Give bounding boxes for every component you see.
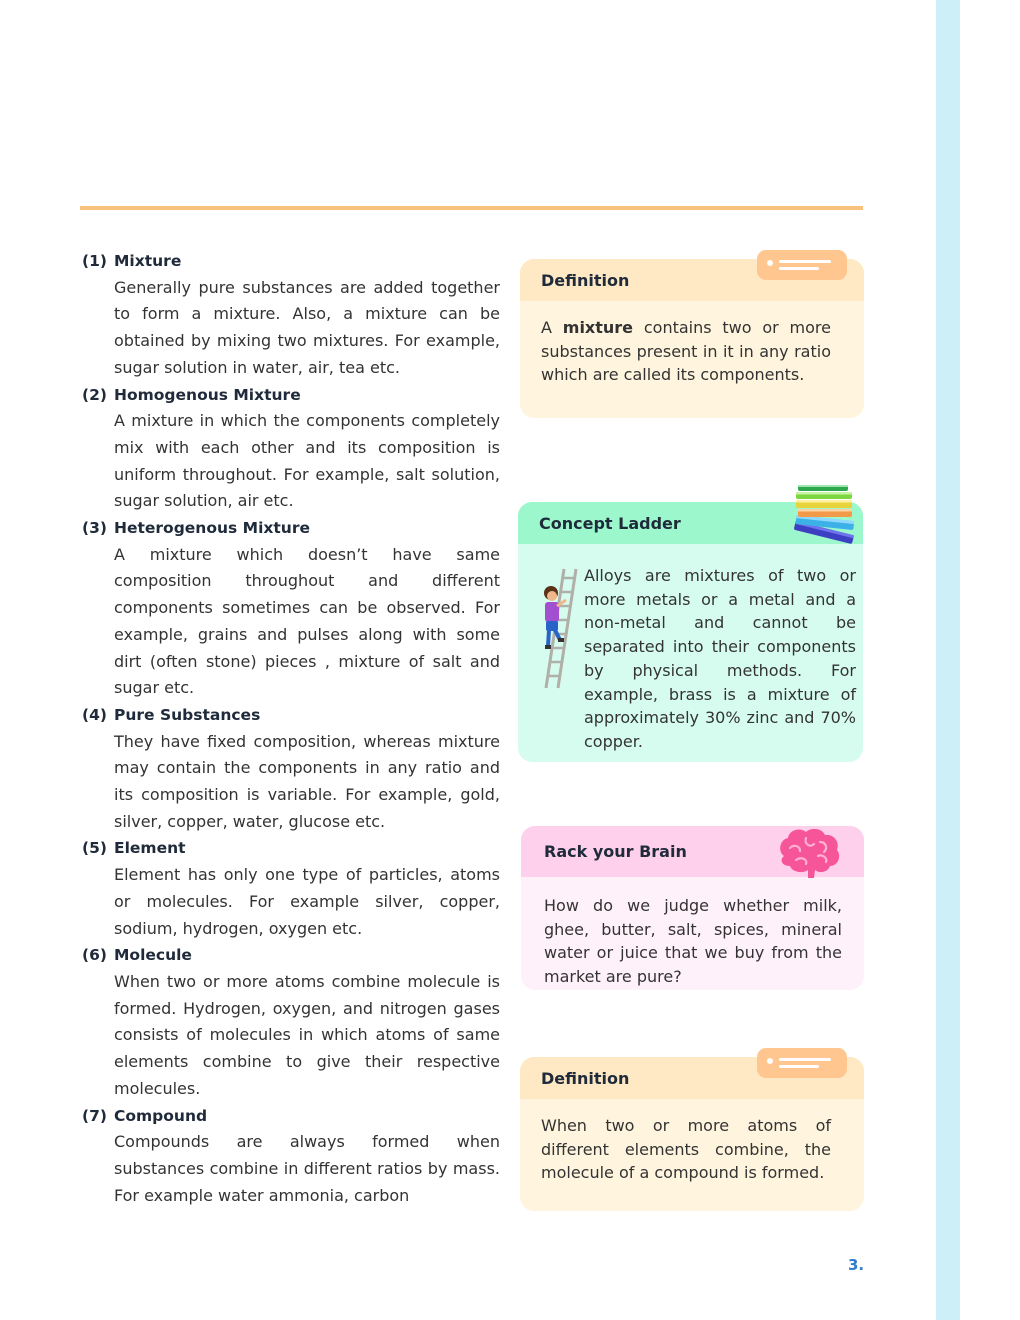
- item-text: Generally pure substances are added together to form a mixture. Also, a mixture can be obtained by mixing two mixtures. For example, sugar solution in water, air, tea etc.: [114, 277, 500, 377]
- definition-heading: Definition: [520, 259, 864, 301]
- item-number: (5): [82, 839, 107, 858]
- item-mixture: [82, 248, 500, 382]
- item-molecule: [82, 942, 500, 1102]
- item-number: (1): [82, 252, 107, 270]
- item-number: (4): [82, 705, 107, 724]
- item-text: Compounds are always formed when substances combine in different ratios by mass. For example water ammonia, carbon: [114, 1132, 500, 1205]
- item-text: They have fixed composition, whereas mixture may contain the components in any ratio and its composition is variable. For example, gold, silver, copper, water, glucose etc.: [114, 731, 500, 831]
- item-text: A mixture which doesn’t have same composition throughout and different components sometimes can be observed. For example, grains and pulses along with some dirt (often stone) pieces , mixture of salt and sugar etc.: [114, 544, 500, 698]
- item-number: (7): [82, 1106, 107, 1125]
- item-title: Homogenous Mixture: [114, 385, 301, 404]
- item-title: Pure Substances: [114, 705, 261, 724]
- definition-term: mixture: [562, 318, 634, 337]
- definition-text: [520, 301, 864, 397]
- item-title: Compound: [114, 1106, 208, 1125]
- item-title: Element: [114, 839, 186, 858]
- definition-text-pre: A: [541, 318, 563, 337]
- brain-icon: [776, 826, 842, 880]
- item-compound: [82, 1103, 500, 1210]
- definition-box-compound: [520, 1057, 864, 1211]
- concept-ladder-heading: Concept Ladder: [518, 502, 863, 544]
- item-element: [82, 835, 500, 942]
- concept-ladder-text: Alloys are mixtures of two or more metals or a metal and a non-metal and cannot be separated into their components by physical methods. For example, brass is a mixture of approximately 30% zinc and 70% copper.: [584, 566, 856, 751]
- item-homogenous-mixture: [82, 382, 500, 516]
- side-strip: [936, 0, 960, 1320]
- definition-heading: Definition: [520, 1057, 864, 1099]
- item-number: (2): [82, 385, 107, 404]
- definition-text: When two or more atoms of different elements combine, the molecule of a compound is formed.: [541, 1116, 831, 1183]
- definition-tab-icon: [757, 1048, 847, 1078]
- item-pure-substances: [82, 702, 500, 836]
- item-text: When two or more atoms combine molecule is formed. Hydrogen, oxygen, and nitrogen gases consists of molecules in which atoms of same elements combine to give their respective molecules.: [114, 971, 500, 1098]
- girl-climbing-ladder-icon: [536, 566, 582, 690]
- item-number: (6): [82, 946, 107, 965]
- item-title: Heterogenous Mixture: [114, 519, 310, 538]
- item-title: Mixture: [114, 252, 182, 270]
- definition-text-post: contains two or more substances present in it in any ratio which are called its components.: [541, 318, 831, 385]
- rack-your-brain-heading: Rack your Brain: [521, 826, 864, 877]
- definition-tab-icon: [757, 250, 847, 280]
- definition-box-mixture: [520, 259, 864, 418]
- rack-your-brain-text: How do we judge whether milk, ghee, butter, salt, spices, mineral water or juice that we buy from the market are pure?: [544, 896, 842, 987]
- page-number: 3.: [848, 1256, 865, 1274]
- item-text: Element has only one type of particles, atoms or molecules. For example silver, copper, sodium, hydrogen, oxygen etc.: [114, 865, 500, 938]
- item-text: A mixture in which the components completely mix with each other and its composition is uniform throughout. For example, salt solution, sugar solution, air etc.: [114, 411, 500, 511]
- main-content: [82, 248, 500, 1209]
- books-icon: [788, 482, 860, 544]
- item-heterogenous-mixture: [82, 515, 500, 702]
- item-title: Molecule: [114, 946, 192, 965]
- item-number: (3): [82, 519, 107, 538]
- top-divider: [80, 206, 863, 210]
